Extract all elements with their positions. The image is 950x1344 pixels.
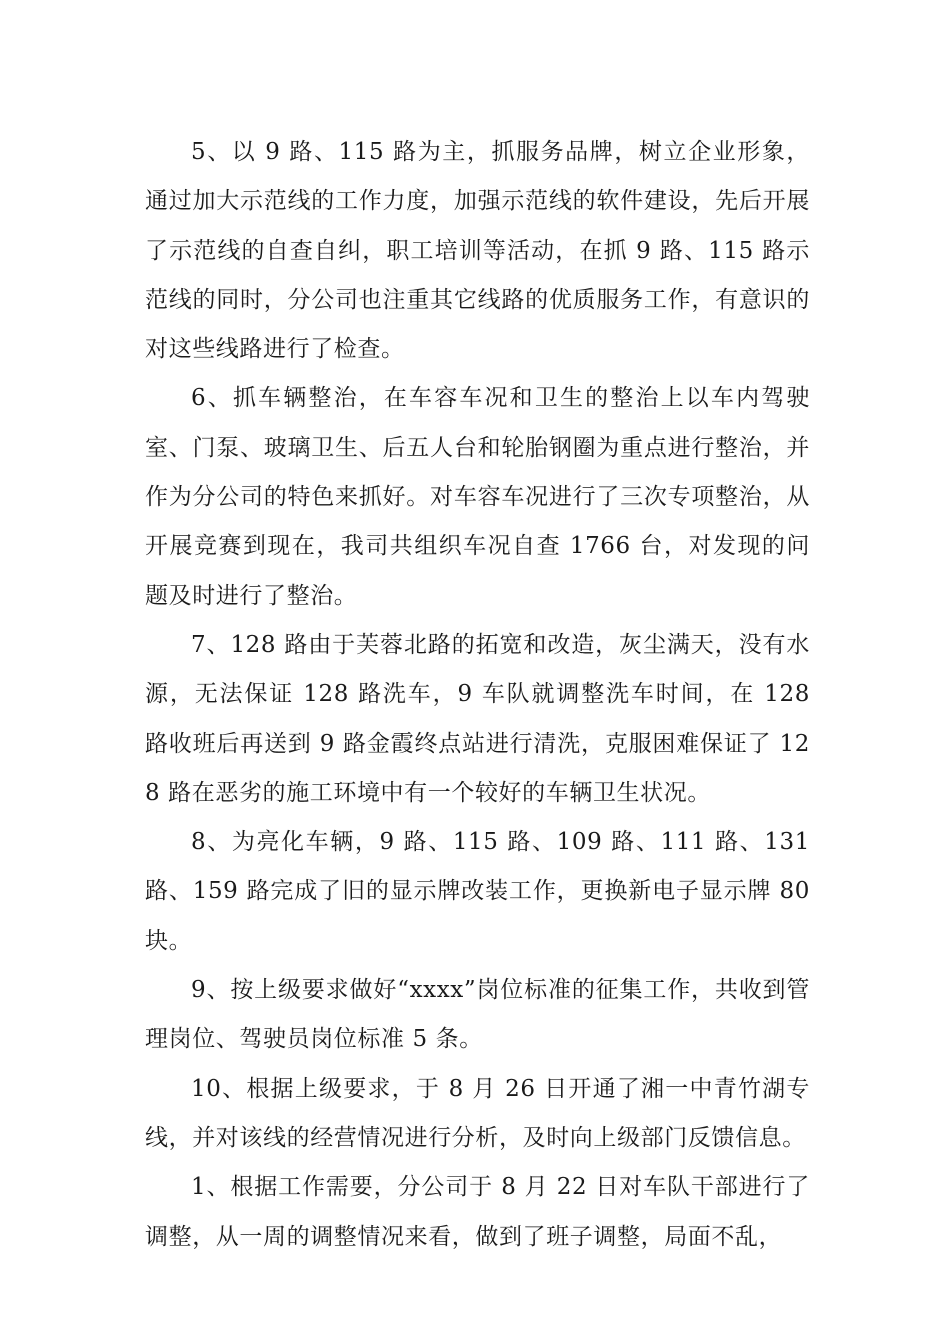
paragraph-item-6: 6、抓车辆整治，在车容车况和卫生的整治上以车内驾驶室、门泵、玻璃卫生、后五人台和轮胎钢圈为重点进行整治，并作为分公司的特色来抓好。对车容车况进行了三次专项整治，从开展竞赛到现在，我司共组织车况自查 1766 台，对发现的问题及时进行了整治。 bbox=[145, 385, 810, 609]
paragraph-item-5: 5、以 9 路、115 路为主，抓服务品牌，树立企业形象，通过加大示范线的工作力度，加强示范线的软件建设，先后开展了示范线的自查自纠，职工培训等活动，在抓 9 路、115 路示范线的同时，分公司也注重其它线路的优质服务工作，有意识的对这些线路进行了检查。 bbox=[145, 139, 810, 363]
paragraph-item-9: 9、按上级要求做好“xxxx”岗位标准的征集工作，共收到管理岗位、驾驶员岗位标准 5 条。 bbox=[145, 977, 810, 1053]
paragraph-item-7: 7、128 路由于芙蓉北路的拓宽和改造，灰尘满天，没有水源，无法保证 128 路洗车，9 车队就调整洗车时间，在 128 路收班后再送到 9 路金霞终点站进行清洗，克服困难保证了 128 路在恶劣的施工环境中有一个较好的车辆卫生状况。 bbox=[145, 631, 810, 806]
paragraph-item-10: 10、根据上级要求，于 8 月 26 日开通了湘一中青竹湖专线，并对该线的经营情况进行分析，及时向上级部门反馈信息。 bbox=[145, 1075, 810, 1151]
document-body bbox=[145, 128, 810, 1262]
paragraph-item-8: 8、为亮化车辆，9 路、115 路、109 路、111 路、131 路、159 路完成了旧的显示牌改装工作，更换新电子显示牌 80 块。 bbox=[145, 829, 810, 954]
paragraph-item-1: 1、根据工作需要，分公司于 8 月 22 日对车队干部进行了调整，从一周的调整情况来看，做到了班子调整，局面不乱， bbox=[145, 1174, 810, 1250]
